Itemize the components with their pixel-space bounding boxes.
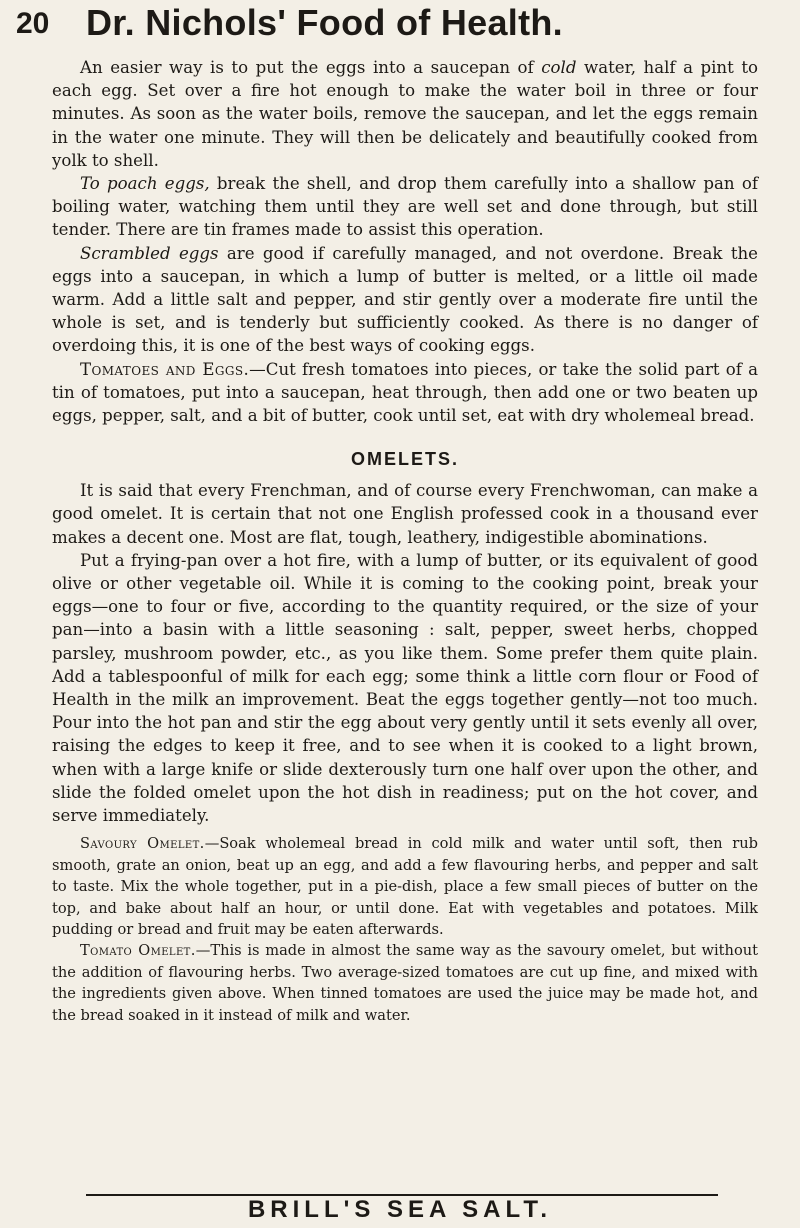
text: are good if carefully managed, and not overdone. Break the eggs into a saucepan, in which a lump of butter is melted, or a little oil made warm. Add a little salt and pepper, and stir gently over a moderate fire until the whole is set, and is tenderly but sufficiently cooked. As there is no danger of overdoing this, it is one of the best ways of cooking eggs. xyxy=(52,243,758,356)
page-header xyxy=(0,0,800,48)
paragraph-savoury-omelet xyxy=(52,833,758,940)
recipe-notes xyxy=(52,833,758,1026)
paragraph-omelet-intro: It is said that every Frenchman, and of course every Frenchwoman, can make a good omelet. It is certain that not one English professed cook in a thousand ever makes a decent one. Most are flat, tough, leathery, indigestible abominations. xyxy=(52,481,758,547)
text: An easier way is to put the eggs into a saucepan of xyxy=(80,58,542,77)
page-body xyxy=(52,56,758,1026)
text: —Soak wholemeal bread in cold milk and water until soft, then rub smooth, grate an onion, beat up an egg, and add a few flavouring herbs, and pepper and salt to taste. Mix the whole together, put in a pie-dish, place a few small pieces of butter on the top, and bake about half an hour, or until done. Eat with vegetables and potatoes. Milk pudding or bread and fruit may be eaten afterwards. xyxy=(52,835,758,938)
paragraph-tomatoes-and-eggs xyxy=(52,358,758,428)
text: —Cut fresh tomatoes into pieces, or take the solid part of a tin of tomatoes, put into a saucepan, heat through, then add one or two beaten up eggs, pepper, salt, and a bit of butter, cook until set, eat with dry wholemeal bread. xyxy=(52,359,758,426)
emphasis: Scrambled eggs xyxy=(80,243,219,263)
text: break the shell, and drop them carefully into a shallow pan of boiling water, watching them until they are well set and done through, but still tender. There are tin frames made to assist this operation. xyxy=(52,174,758,240)
emphasis: cold xyxy=(541,58,577,77)
footer-advertisement: BRILL'S SEA SALT. xyxy=(247,1196,553,1223)
lead-in: Savoury Omelet. xyxy=(80,835,205,853)
emphasis: To poach eggs, xyxy=(80,174,210,194)
paragraph-omelet-method: Put a frying-pan over a hot fire, with a lump of butter, or its equivalent of good olive or other vegetable oil. While it is coming to the cooking point, break your eggs—one to four or five, according to the quantity required, or the size of your pan—into a basin with a little seasoning : salt, pepper, sweet herbs, chopped parsley, mushroom powder, etc., as you like them. Some prefer them quite plain. Add a tablespoonful of milk for each egg; some think a little corn flour or Food of Health in the milk an improvement. Beat the eggs together gently—not too much. Pour into the hot pan and stir the egg about very gently until it sets evenly all over, raising the edges to keep it free, and to see when it is cooked to a light brown, when with a large knife or slide dexterously turn one half over upon the other, and slide the folded omelet upon the hot dish in readiness; put on the hot cover, and serve immediately. xyxy=(52,550,758,826)
paragraph-boiling-eggs xyxy=(52,56,758,172)
paragraph-tomato-omelet xyxy=(52,940,758,1026)
text: —This is made in almost the same way as the savoury omelet, but without the addition of flavouring herbs. Two average-sized tomatoes are cut up fine, and mixed with the ingredients given above. When tinned tomatoes are used the juice may be made hot, and the bread soaked in it instead of milk and water. xyxy=(52,942,758,1024)
running-title: Dr. Nichols' Food of Health. xyxy=(86,2,563,43)
paragraph-scrambled-eggs xyxy=(52,242,758,358)
page-number: 20 xyxy=(16,7,50,40)
lead-in: Tomato Omelet. xyxy=(80,942,196,960)
text: water, half a pint to each egg. Set over a fire hot enough to make the water boil in three or four minutes. As soon as the water boils, remove the saucepan, and let the eggs remain in the water one minute. They will then be delicately and beautifully cooked from yolk to shell. xyxy=(52,58,758,170)
section-heading-omelets: OMELETS. xyxy=(350,449,459,470)
lead-in: Tomatoes and Eggs. xyxy=(80,359,250,379)
paragraph-poached-eggs xyxy=(52,172,758,242)
